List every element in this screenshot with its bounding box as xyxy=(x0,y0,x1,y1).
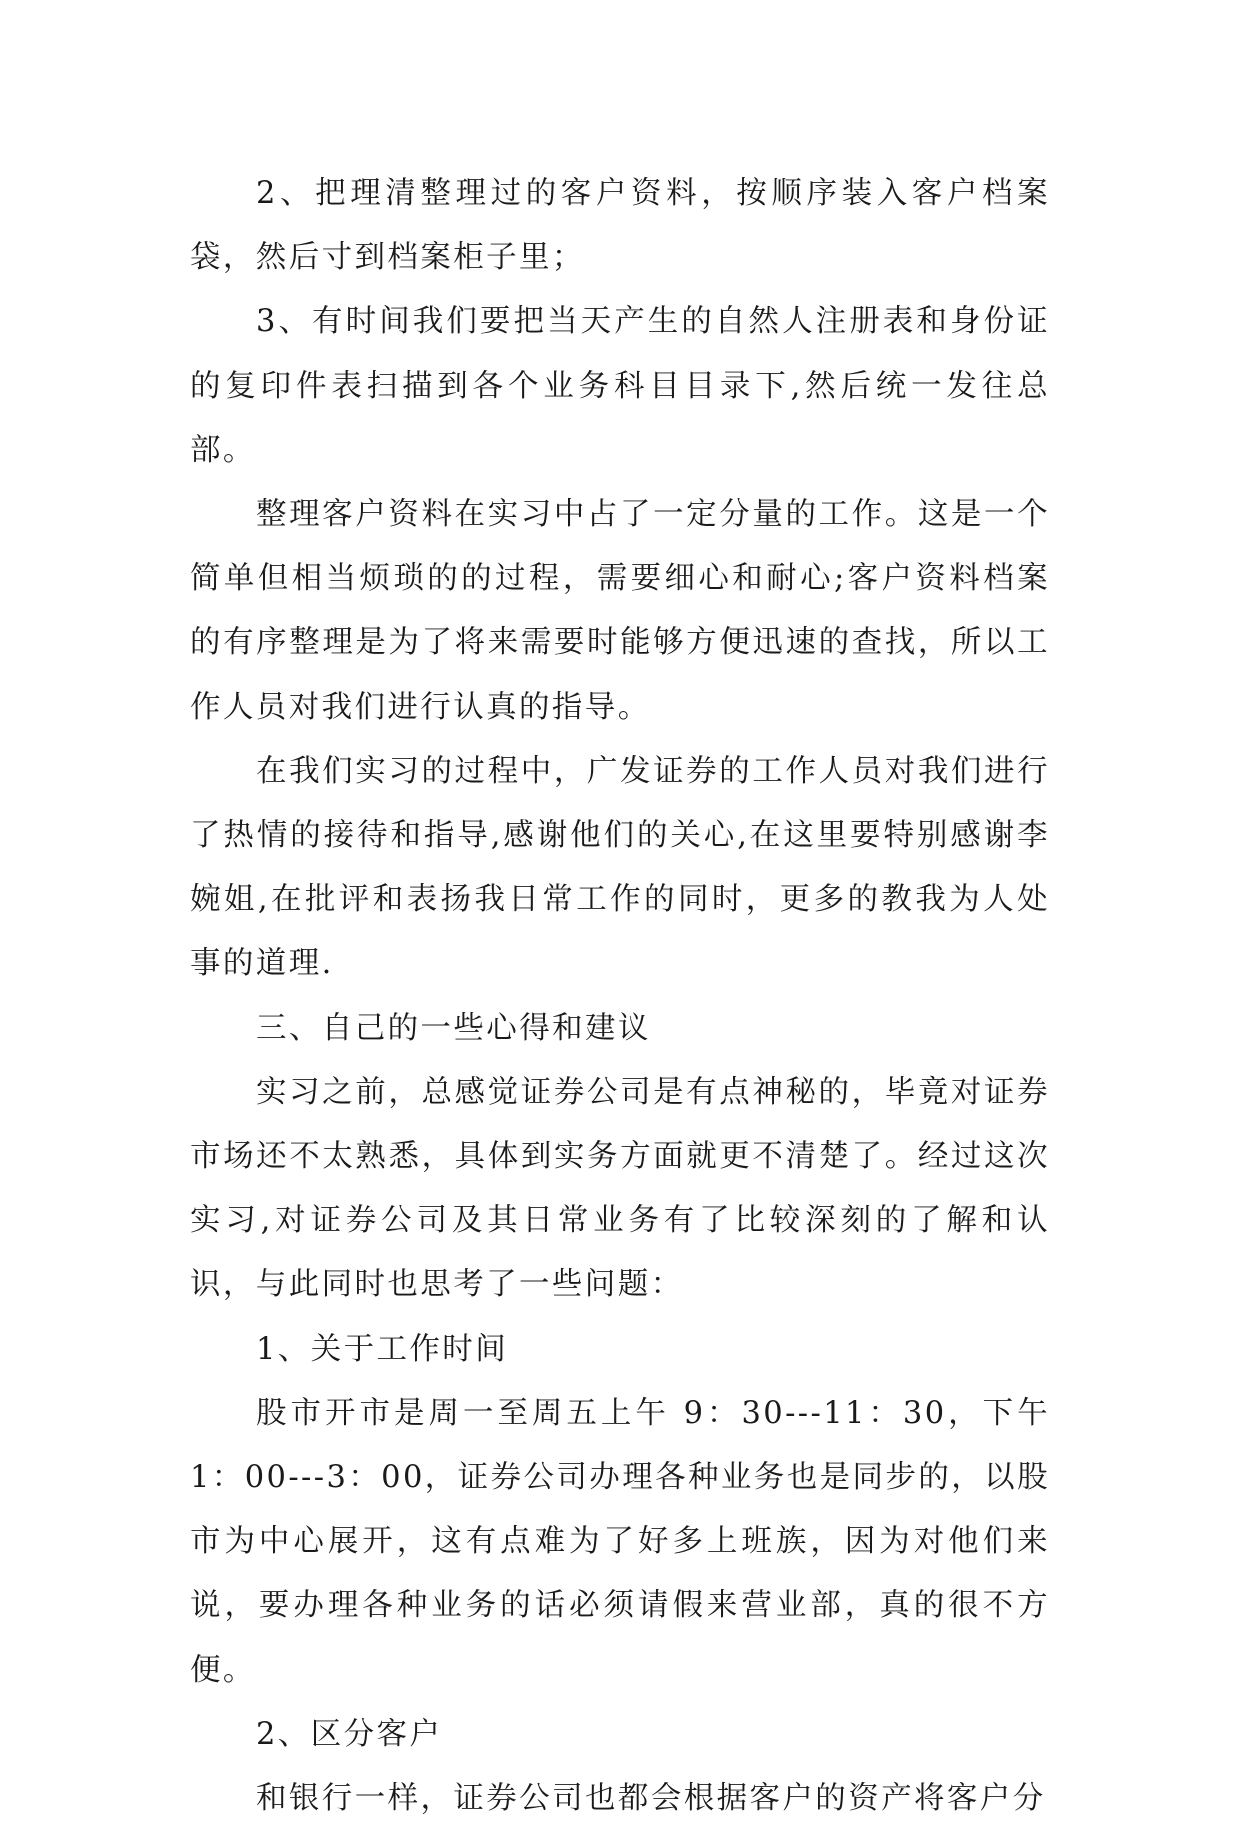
section-heading-insights: 三、自己的一些心得和建议 xyxy=(256,1010,651,1046)
paragraph-step-3: 3、有时间我们要把当天产生的自然人注册表和身份证的复印件表扫描到各个业务科目目录下,然后统一发往总部。 xyxy=(190,304,1050,468)
paragraph-market-hours: 股市开市是周一至周五上午 9：30---11：30，下午 1：00---3：00，证券公司办理各种业务也是同步的，以股市为中心展开，这有点难为了好多上班族，因为对他们来说，要办理各种业务的话必须请假来营业部，真的很不方便。 xyxy=(190,1395,1050,1688)
subheading-working-hours: 1、关于工作时间 xyxy=(256,1331,509,1367)
document-body xyxy=(190,162,1050,1831)
paragraph-step-2: 2、把理清整理过的客户资料，按顺序装入客户档案袋，然后寸到档案柜子里； xyxy=(190,176,1050,276)
subheading-distinguish-clients: 2、区分客户 xyxy=(256,1716,443,1752)
paragraph-acknowledgement: 在我们实习的过程中，广发证券的工作人员对我们进行了热情的接待和指导,感谢他们的关心,在这里要特别感谢李婉姐,在批评和表扬我日常工作的同时，更多的教我为人处事的道理. xyxy=(190,753,1050,982)
paragraph-client-tiers: 和银行一样，证券公司也都会根据客户的资产将客户分 xyxy=(256,1781,1046,1817)
paragraph-before-internship: 实习之前，总感觉证券公司是有点神秘的，毕竟对证券市场还不太熟悉，具体到实务方面就更不清楚了。经过这次实习,对证券公司及其日常业务有了比较深刻的了解和认识，与此同时也思考了一些问题： xyxy=(190,1074,1050,1303)
paragraph-organizing-records: 整理客户资料在实习中占了一定分量的工作。这是一个简单但相当烦琐的的过程，需要细心和耐心;客户资料档案的有序整理是为了将来需要时能够方便迅速的查找，所以工作人员对我们进行认真的指导。 xyxy=(190,497,1050,725)
